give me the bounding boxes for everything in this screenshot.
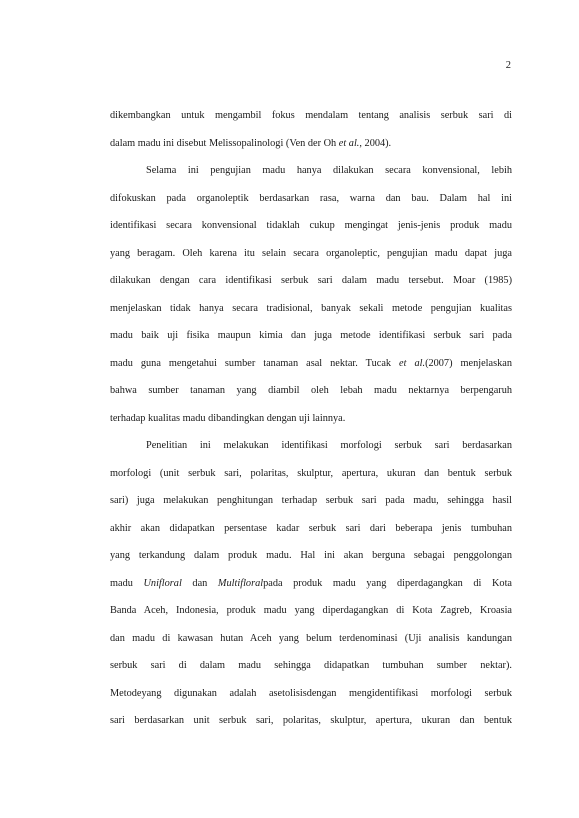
text-line: bahwa sumber tanaman yang diambil oleh lebah madu nektarnya berpengaruh bbox=[110, 385, 512, 396]
text-line: menjelaskan tidak hanya secara tradisional, banyak sekali metode pengujian kualitas bbox=[110, 302, 512, 314]
text-line bbox=[110, 574, 512, 602]
page-number: 2 bbox=[505, 60, 511, 71]
text-line: madu baik uji fisika maupun kimia dan juga metode identifikasi serbuk sari pada bbox=[110, 330, 512, 341]
text-fragment: , 2004). bbox=[359, 137, 392, 149]
text-line: identifikasi secara konvensional tidaklah cukup mengingat jenis-jenis produk madu bbox=[110, 220, 512, 231]
text-line: Banda Aceh, Indonesia, produk madu yang diperdagangkan di Kota Zagreb, Kroasia bbox=[110, 605, 512, 616]
italic-text: et al. bbox=[338, 137, 360, 149]
text-fragment: dan bbox=[181, 577, 218, 589]
italic-text: et al. bbox=[399, 357, 426, 369]
text-line: sari berdasarkan unit serbuk sari, polaritas, skulptur, apertura, ukuran dan bentuk bbox=[110, 715, 512, 726]
paragraph-first-line: Selama ini pengujian madu hanya dilakukan secara konvensional, lebih bbox=[146, 165, 512, 176]
text-line bbox=[110, 354, 512, 382]
text-line: terhadap kualitas madu dibandingkan dengan uji lainnya. bbox=[110, 412, 346, 424]
text-line: dilakukan dengan cara identifikasi serbuk sari dalam madu tersebut. Moar (1985) bbox=[110, 275, 512, 286]
text-line: dan madu di kawasan hutan Aceh yang belum terdenominasi (Uji analisis kandungan bbox=[110, 632, 512, 644]
text-line bbox=[110, 134, 512, 162]
text-line: yang terkandung dalam produk madu. Hal ini akan berguna sebagai penggolongan bbox=[110, 550, 512, 561]
body-text bbox=[110, 106, 512, 739]
text-line: Metodeyang digunakan adalah asetolisisdengan mengidentifikasi morfologi serbuk bbox=[110, 687, 512, 699]
italic-text: Multifloral bbox=[217, 577, 264, 589]
text-line: dikembangkan untuk mengambil fokus mendalam tentang analisis serbuk sari di bbox=[110, 110, 512, 121]
text-fragment: dalam madu ini disebut Melissopalinologi (Ven der Oh bbox=[110, 137, 339, 149]
text-line: akhir akan didapatkan persentase kadar serbuk sari dari beberapa jenis tumbuhan bbox=[110, 522, 512, 534]
italic-text: Unifloral bbox=[143, 577, 182, 589]
text-fragment: (2007) menjelaskan bbox=[425, 357, 512, 369]
text-fragment: madu guna mengetahui sumber tanaman asal nektar. Tucak bbox=[110, 357, 400, 369]
text-line: yang beragam. Oleh karena itu selain secara organoleptic, pengujian madu dapat juga bbox=[110, 247, 512, 259]
text-line: morfologi (unit serbuk sari, polaritas, skulptur, apertura, ukuran dan bentuk serbuk bbox=[110, 467, 512, 479]
paragraph-first-line: Penelitian ini melakukan identifikasi morfologi serbuk sari berdasarkan bbox=[146, 440, 512, 451]
text-line: serbuk sari di dalam madu sehingga didapatkan tumbuhan sumber nektar). bbox=[110, 660, 512, 671]
text-fragment: madu bbox=[110, 577, 144, 589]
text-line: difokuskan pada organoleptik berdasarkan rasa, warna dan bau. Dalam hal ini bbox=[110, 192, 512, 204]
text-line: sari) juga melakukan penghitungan terhadap serbuk sari pada madu, sehingga hasil bbox=[110, 495, 512, 506]
text-fragment: pada produk madu yang diperdagangkan di Kota bbox=[263, 577, 512, 589]
